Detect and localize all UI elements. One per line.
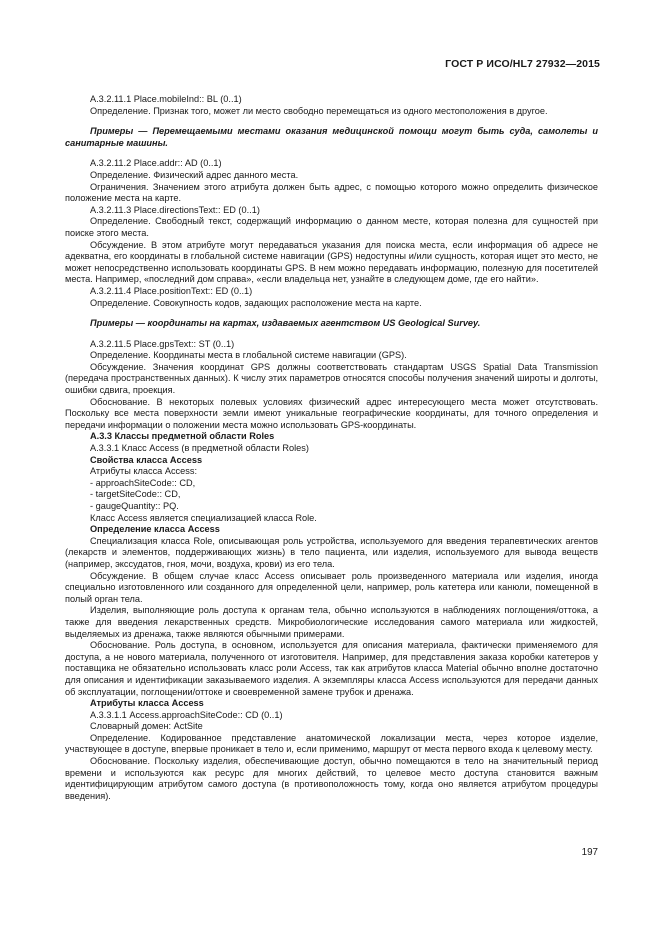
section-heading: А.3.2.11.1 Place.mobileInd:: BL (0..1) bbox=[90, 94, 242, 104]
plain-paragraph: Специализация класса Role, описывающая роль устройства, используемого для введения терапевтических агентов (лекарств и элементов, поддерживающих жизнь) в тело пациента, или изделия, используемого для вывода веществ (например, экссудатов, гноя, мочи, воздуха, крови) из его тела. bbox=[65, 535, 598, 569]
example-note: Примеры — координаты на картах, издаваемых агентством US Geological Survey. bbox=[90, 318, 481, 329]
list-item: - gaugeQuantity:: PQ. bbox=[90, 501, 179, 511]
plain-paragraph: Класс Access является специализацией класса Role. bbox=[90, 512, 317, 523]
section-heading: А.3.2.11.5 Place.gpsText:: ST (0..1) bbox=[90, 338, 235, 349]
rationale-paragraph: Обоснование. В некоторых полевых условиях физический адрес интересующего места может отсутствовать. Поскольку все места поверхности земли имеют уникальные географические координаты, для точного определения и передачи информации о положении места можно использовать GPS-координаты. bbox=[65, 396, 598, 430]
subsection-heading-bold: Определение класса Access bbox=[90, 524, 220, 535]
discussion-paragraph: Обсуждение. В этом атрибуте могут передаваться указания для поиска места, если информация об адресе не адекватна, его координаты в глобальной системе навигации (GPS) недоступны и/или сущность, которая ищет это место, не может непосредственно использовать координаты GPS. В нем можно передавать информацию, полезную для посетителей места. Например, «последний дом справа», «если владельца нет, узнайте в следующем доме, где его найти». bbox=[65, 239, 598, 285]
definition-paragraph: Определение. Кодированное представление анатомической локализации места, через которое изделие, участвующее в доступе, впервые проникает в тело и, если применимо, маршрут от места первого входа к целевому месту. bbox=[65, 732, 598, 755]
section-heading: А.3.2.11.3 Place.directionsText:: ED (0..1) bbox=[90, 204, 260, 215]
definition-paragraph: Определение. Координаты места в глобальной системе навигации (GPS). bbox=[90, 350, 407, 361]
section-heading: А.3.2.11.2 Place.addr:: AD (0..1) bbox=[90, 158, 222, 169]
rationale-paragraph: Обоснование. Поскольку изделия, обеспечивающие доступ, обычно помещаются в тело на значительный период времени и используются как ресурс для многих действий, то целевое место доступа становится важным идентифицирующим атрибутом самого доступа (в противоположность тому, когда оно является атрибутом процедуры введения). bbox=[65, 756, 598, 801]
document-body bbox=[65, 94, 598, 802]
section-heading: А.3.3.1 Класс Access (в предметной области Roles) bbox=[90, 443, 309, 454]
definition-paragraph: Определение. Совокупность кодов, задающих расположение места на карте. bbox=[90, 297, 422, 308]
section-heading: А.3.2.11.4 Place.positionText:: ED (0..1) bbox=[90, 285, 253, 296]
subsection-heading-bold: Атрибуты класса Access bbox=[90, 698, 204, 709]
definition-paragraph: Определение. Признак того, может ли место свободно перемещаться из одного местоположения в другое. bbox=[90, 105, 548, 116]
document-code-header: ГОСТ Р ИСО/HL7 27932—2015 bbox=[445, 58, 600, 70]
page-number: 197 bbox=[581, 847, 598, 858]
rationale-paragraph: Обоснование. Роль доступа, в основном, используется для описания материала, фактически применяемого для доступа, а не нового материала, полученного от изготовителя. Например, для представления заказа коробки катетеров у поставщика не обязательно использовать класс роли Access, так как атрибутов класса Material обычно вполне достаточно для описания и идентификации заказываемого изделия. А экземпляры класса Access используются для передачи данных об эксплуатации, поглощении/оттоке и своевременной замене трубок и дренажа. bbox=[65, 640, 598, 697]
definition-paragraph: Определение. Физический адрес данного места. bbox=[90, 169, 299, 180]
attributes-intro: Атрибуты класса Access: bbox=[90, 466, 198, 477]
definition-paragraph: Определение. Свободный текст, содержащий информацию о данном месте, которая полезна для сущностей при поиске этого места. bbox=[65, 216, 598, 238]
list-item: - approachSiteCode:: CD, bbox=[90, 477, 196, 488]
plain-paragraph: Изделия, выполняющие роль доступа к органам тела, обычно используются в наблюдениях поглощения/оттока, а также для введения лекарственных средств. Микробиологические исследования самого материала или жидкостей, выделяемых из дренажа, также являются обычными примерами. bbox=[65, 605, 598, 639]
constraint-paragraph: Ограничения. Значением этого атрибута должен быть адрес, с помощью которого можно определить физическое положение места на карте. bbox=[65, 181, 598, 204]
section-heading-bold: А.3.3 Классы предметной области Roles bbox=[90, 431, 275, 442]
list-item: - targetSiteCode:: CD, bbox=[90, 489, 181, 500]
example-note: Примеры — Перемещаемыми местами оказания медицинской помощи могут быть суда, самолеты и санитарные машины. bbox=[65, 126, 598, 148]
vocabulary-domain: Словарный домен: ActSite bbox=[90, 721, 203, 732]
subsection-heading-bold: Свойства класса Access bbox=[90, 454, 203, 465]
discussion-paragraph: Обсуждение. Значения координат GPS должны соответствовать стандартам USGS Spatial Data Transmission (передача пространственных данных). К числу этих параметров относятся способы получения значений широты и долготы, ошибки сдвига, проекция. bbox=[65, 361, 598, 396]
section-heading: А.3.3.1.1 Access.approachSiteCode:: CD (0..1) bbox=[90, 709, 283, 720]
discussion-paragraph: Обсуждение. В общем случае класс Access описывает роль произведенного материала или изделия, иногда специально изготовленного или созданного для определенной цели, например, роль катетера или канюли, помещенной в полый орган тела. bbox=[65, 570, 598, 604]
